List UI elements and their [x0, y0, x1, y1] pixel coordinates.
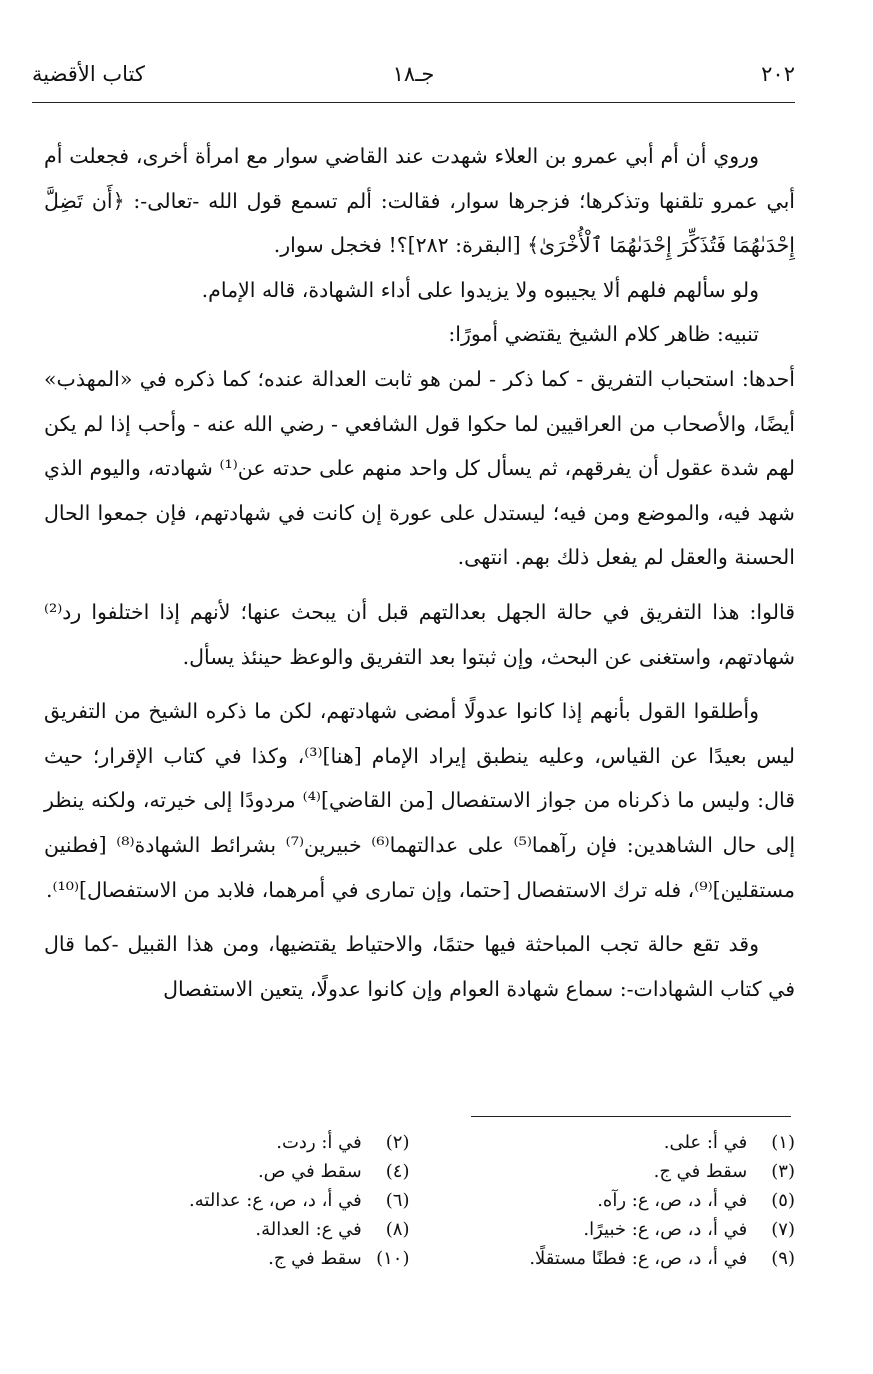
footnote-number: (٧) — [771, 1219, 795, 1240]
footnote-number: (٤) — [385, 1161, 410, 1182]
paragraph: قالوا: هذا التفريق في حالة الجهل بعدالتهم قبل أن يبحث عنها؛ لأنهم إذا اختلفوا رد⁽²⁾ شهادتهم، واستغنى عن البحث، وإن ثبتوا بعد التفريق والوعظ حينئذ يسأل. — [44, 599, 795, 669]
footnote-rule — [471, 1116, 791, 1117]
footnote-number: (٥) — [771, 1190, 795, 1211]
footnote-text: في أ: على. — [663, 1132, 748, 1153]
footnote — [44, 1215, 410, 1244]
running-header — [32, 62, 795, 98]
book-title: كتاب الأقضية — [32, 62, 145, 86]
footnote — [44, 1128, 410, 1157]
footnote-text: في ع: العدالة. — [255, 1219, 362, 1240]
footnote-text: سقط في ج. — [653, 1161, 748, 1182]
footnote — [430, 1244, 796, 1273]
footnote-text: في أ، د، ص، ع: عدالته. — [189, 1190, 362, 1211]
footnote — [44, 1157, 410, 1186]
footnote — [430, 1157, 796, 1186]
header-rule — [32, 102, 795, 103]
footnote-number: (١) — [771, 1132, 795, 1153]
footnote-number: (٣) — [771, 1161, 795, 1182]
paragraph: وأطلقوا القول بأنهم إذا كانوا عدولًا أمضى شهادتهم، لكن ما ذكره الشيخ من التفريق ليس بعيدًا عن القياس، وعليه ينطبق إيراد الإمام [هنا]⁽³⁾، وكذا في كتاب الإقرار؛ حيث قال: وليس ما ذكرناه من جواز الاستفصال [من القاضي]⁽⁴⁾ مردودًا إلى خيرته، ولكنه ينظر إلى حال الشاهدين: فإن رآهما⁽⁵⁾ على عدالتهما⁽⁶⁾ خبيرين⁽⁷⁾ بشرائط الشهادة⁽⁸⁾ [فطنين مستقلين]⁽⁹⁾، فله ترك الاستفصال [حتما، وإن تمارى في أمرهما، فلابد من الاستفصال]⁽¹⁰⁾. — [44, 699, 796, 902]
footnote-number: (٨) — [385, 1219, 410, 1240]
paragraph: وقد تقع حالة تجب المباحثة فيها حتمًا، والاحتياط يقتضيها، ومن هذا القبيل -كما قال في كتاب الشهادات-: سماع شهادة العوام وإن كانوا عدولًا، يتعين الاستفصال — [44, 932, 795, 1001]
footnote-number: (٢) — [385, 1132, 410, 1153]
footnote-text: في أ: ردت. — [276, 1132, 362, 1153]
footnote-text: في أ، د، ص، ع: خبيرًا. — [583, 1219, 748, 1240]
footnote — [430, 1128, 796, 1157]
footnotes — [44, 1128, 795, 1273]
footnote-text: سقط في ج. — [268, 1248, 362, 1269]
volume-label: جـ١٨ — [392, 62, 435, 86]
paragraph: أحدها: استحباب التفريق - كما ذكر - لمن هو ثابت العدالة عنده؛ كما ذكره في «المهذب» أيضًا، والأصحاب من العراقيين لما حكوا قول الشافعي - رضي الله عنه - وأحب إذا لم يكن لهم شدة عقول أن يفرقهم، ثم يسأل كل واحد منهم على حدته عن⁽¹⁾ شهادته، واليوم الذي شهد فيه، والموضع ومن فيه؛ ليستدل على عورة إن كانت في شهادتهم، فإن جمعوا الحال الحسنة والعقل لم يفعل ذلك بهم. انتهى. — [44, 366, 795, 570]
paragraph: وروي أن أم أبي عمرو بن العلاء شهدت عند القاضي سوار مع امرأة أخرى، فجعلت أم أبي عمرو تلقنها وتذكرها؛ فزجرها سوار، فقالت: ألم تسمع قول الله -تعالى-: ﴿أَن تَضِلَّ إِحْدَىٰهُمَا فَتُذَكِّرَ إِحْدَىٰهُمَا ٱلْأُخْرَىٰ﴾ [البقرة: ٢٨٢]؟! فخجل سوار. — [44, 144, 795, 258]
paragraph: تنبيه: ظاهر كلام الشيخ يقتضي أمورًا: — [448, 322, 759, 347]
footnote — [44, 1244, 410, 1273]
page-number: ٢٠٢ — [761, 62, 795, 86]
footnote-number: (١٠) — [376, 1248, 410, 1269]
footnote-text: سقط في ص. — [257, 1161, 362, 1182]
main-text — [44, 134, 795, 1011]
footnote-text: في أ، د، ص، ع: رآه. — [597, 1190, 748, 1211]
paragraph: ولو سألهم فلهم ألا يجيبوه ولا يزيدوا على أداء الشهادة، قاله الإمام. — [201, 277, 759, 302]
footnote-number: (٦) — [385, 1190, 410, 1211]
footnote — [44, 1186, 410, 1215]
footnote — [430, 1186, 796, 1215]
footnote-text: في أ، د، ص، ع: فطنًا مستقلًا. — [529, 1248, 748, 1269]
footnote — [430, 1215, 796, 1244]
footnote-number: (٩) — [771, 1248, 795, 1269]
